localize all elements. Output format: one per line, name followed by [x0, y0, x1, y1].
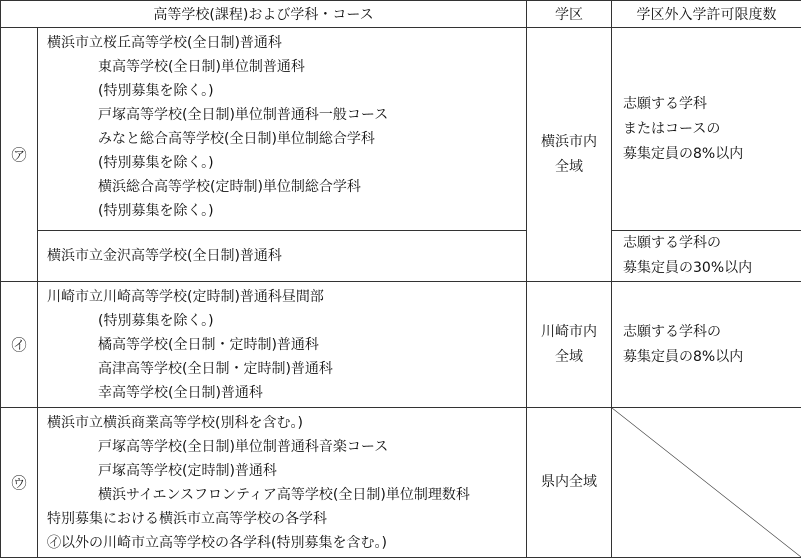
limit-line: 志願する学科の: [623, 231, 801, 256]
header-row: [1, 1, 801, 28]
school-line: 横浜市立桜丘高等学校(全日制)普通科: [38, 31, 526, 55]
school-line: 幸高等学校(全日制)普通科: [38, 381, 526, 405]
row-u: [1, 408, 801, 558]
district-line: 全域: [527, 155, 611, 180]
district-line: 県内全域: [527, 470, 611, 495]
school-line: 横浜市立横浜商業高等学校(別科を含む。): [38, 411, 526, 435]
school-line: (特別募集を除く。): [38, 151, 526, 175]
header-district: 学区: [527, 1, 612, 28]
row-mark-a: ㋐: [1, 28, 38, 282]
limit-line: 募集定員の8%以内: [623, 142, 801, 167]
header-schools: 高等学校(課程)および学科・コース: [1, 1, 527, 28]
school-line: 横浜市立金沢高等学校(全日制)普通科: [38, 244, 526, 268]
school-line: (特別募集を除く。): [38, 79, 526, 103]
school-line: (特別募集を除く。): [38, 309, 526, 333]
district-cell-a: [527, 28, 612, 282]
school-line: 戸塚高等学校(全日制)単位制普通科一般コース: [38, 103, 526, 127]
row-a-2: [1, 231, 801, 282]
limit-cell-a1: [612, 28, 801, 231]
school-line: (特別募集を除く。): [38, 199, 526, 223]
school-line: ㋑以外の川崎市立高等学校の各学科(特別募集を含む。): [38, 531, 526, 555]
school-list-u: [38, 408, 527, 558]
school-list-a2: [38, 231, 527, 282]
school-line: 特別募集における横浜市立高等学校の各学科: [38, 507, 526, 531]
school-line: 川崎市立川崎高等学校(定時制)普通科昼間部: [38, 285, 526, 309]
school-line: 戸塚高等学校(定時制)普通科: [38, 459, 526, 483]
row-a-1: [1, 28, 801, 231]
limit-line: 志願する学科: [623, 92, 801, 117]
school-line: みなと総合高等学校(全日制)単位制総合学科: [38, 127, 526, 151]
school-line: 横浜サイエンスフロンティア高等学校(全日制)単位制理数科: [38, 483, 526, 507]
district-cell-i: [527, 282, 612, 408]
limit-line: 募集定員の8%以内: [623, 345, 801, 370]
school-line: 東高等学校(全日制)単位制普通科: [38, 55, 526, 79]
limit-line: またはコースの: [623, 117, 801, 142]
limit-line: 志願する学科の: [623, 320, 801, 345]
header-limit: 学区外入学許可限度数: [612, 1, 801, 28]
district-line: 全域: [527, 345, 611, 370]
school-line: 横浜総合高等学校(定時制)単位制総合学科: [38, 175, 526, 199]
row-mark-i: ㋑: [1, 282, 38, 408]
school-line: 戸塚高等学校(全日制)単位制普通科音楽コース: [38, 435, 526, 459]
limit-cell-u-empty: [612, 408, 801, 558]
district-line: 横浜市内: [527, 130, 611, 155]
row-i: [1, 282, 801, 408]
school-list-a1: [38, 28, 527, 231]
school-line: 高津高等学校(全日制・定時制)普通科: [38, 357, 526, 381]
limit-cell-i: [612, 282, 801, 408]
diagonal-strike-line: [612, 408, 801, 557]
district-line: 川崎市内: [527, 320, 611, 345]
school-line: 橘高等学校(全日制・定時制)普通科: [38, 333, 526, 357]
school-list-i: [38, 282, 527, 408]
district-cell-u: [527, 408, 612, 558]
limit-cell-a2: [612, 231, 801, 282]
row-mark-u: ㋒: [1, 408, 38, 558]
limit-line: 募集定員の30%以内: [623, 256, 801, 281]
